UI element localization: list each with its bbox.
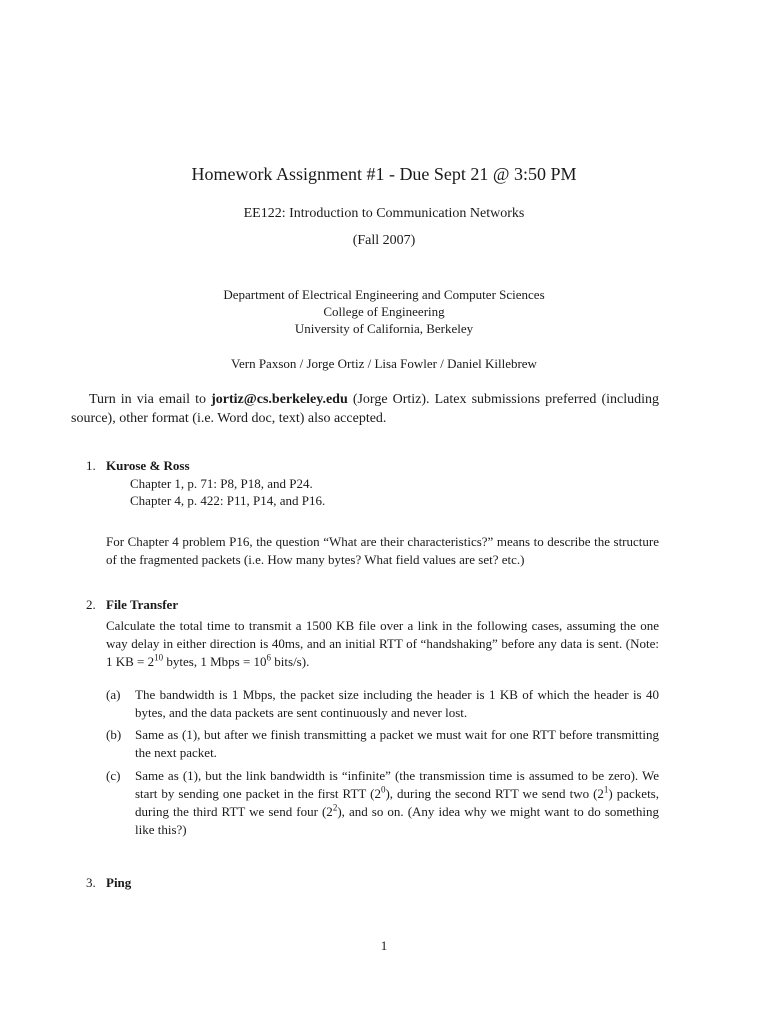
page-number: 1 [380, 938, 388, 953]
body-text: ) packets, during the third RTT we send four (2 [135, 786, 659, 819]
chapter-line: Chapter 1, p. 71: P8, P18, and P24. [130, 476, 313, 491]
subpart-text: Same as (1), but after we finish transmitting a packet we must wait for one RTT before transmitting the next packet. [135, 727, 659, 760]
submission-instructions [71, 390, 659, 428]
item-heading-file-transfer: File Transfer [106, 597, 179, 612]
item-number: 1. [86, 458, 96, 473]
submission-email-link[interactable]: jortiz@cs.berkeley.edu [211, 392, 348, 407]
subpart-label: (c) [106, 768, 121, 783]
body-text: Calculate the total time to transmit a 1500 KB file over a link in the following cases, assuming the one way delay in either direction is 40ms, and an initial RTT of “handshaking” before any data is sent. (Note: 1 KB = 2 [106, 618, 659, 669]
item-number: 3. [86, 875, 96, 890]
exponent: 0 [380, 784, 386, 795]
subpart-label: (b) [106, 727, 122, 742]
college-line: College of Engineering [323, 304, 445, 319]
assignment-title: Homework Assignment #1 - Due Sept 21 @ 3:50 PM [191, 164, 577, 184]
course-term: (Fall 2007) [352, 233, 416, 248]
exponent: 6 [266, 652, 272, 663]
body-text: bytes, 1 Mbps = 10 [163, 654, 267, 669]
intro-post: (Jorge Ortiz). Latex submissions preferred (including source), other format (i.e. Word doc, text) also accepted. [71, 392, 660, 426]
subpart-label: (a) [106, 687, 121, 702]
subpart-text: The bandwidth is 1 Mbps, the packet size including the header is 1 KB of which the header is 40 bytes, and the data packets are sent continuously and never lost. [135, 687, 659, 720]
exponent: 1 [603, 784, 609, 795]
body-text: ), and so on. (Any idea why we might want to do something like this?) [135, 804, 659, 837]
department-line: Department of Electrical Engineering and Computer Sciences [223, 287, 545, 302]
authors-line: Vern Paxson / Jorge Ortiz / Lisa Fowler / Daniel Killebrew [231, 356, 537, 371]
chapter-line: Chapter 4, p. 422: P11, P14, and P16. [130, 493, 326, 508]
subpart-text [135, 767, 659, 839]
body-text: Same as (1), but the link bandwidth is “infinite” (the transmission time is assumed to be zero). We start by sending one packet in the first RTT (2 [135, 768, 659, 801]
university-line: University of California, Berkeley [294, 321, 474, 336]
department-block [0, 286, 768, 337]
intro-pre: Turn in via email to [89, 392, 212, 407]
course-name: EE122: Introduction to Communication Networks [243, 206, 525, 221]
item-heading-ping: Ping [106, 875, 132, 890]
item-number: 2. [86, 597, 96, 612]
item-heading-kurose-ross: Kurose & Ross [106, 458, 190, 473]
body-text: ), during the second RTT we send two (2 [385, 786, 604, 801]
body-text: bits/s). [271, 654, 310, 669]
exponent: 2 [332, 802, 338, 813]
chapter-note: For Chapter 4 problem P16, the question “What are their characteristics?” means to describe the structure of the fragmented packets (i.e. How many bytes? What field values are set? etc.) [106, 534, 659, 567]
file-transfer-description [106, 617, 659, 671]
exponent: 10 [154, 652, 164, 663]
